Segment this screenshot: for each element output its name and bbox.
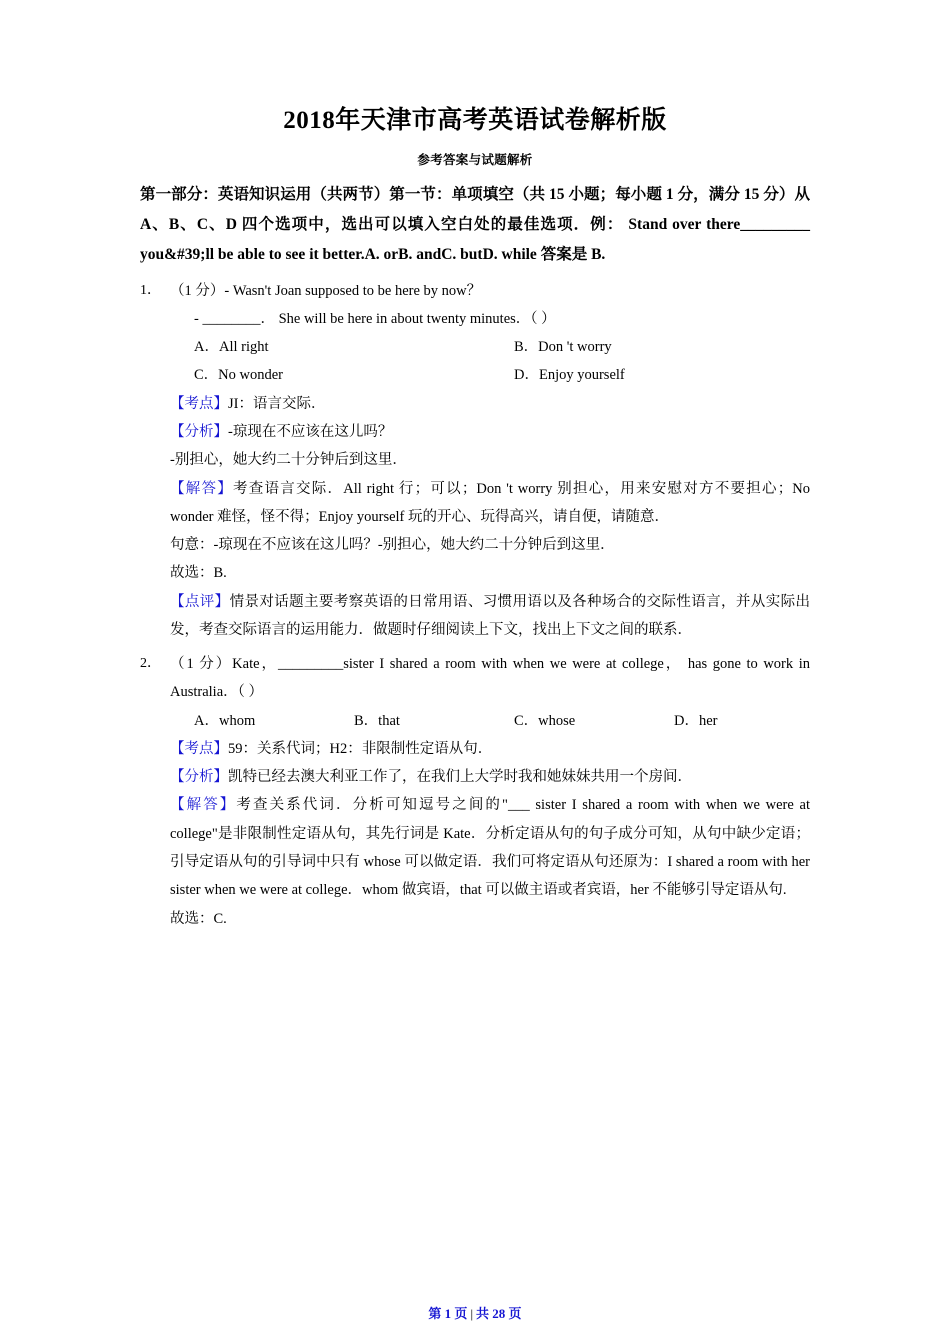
question-block <box>140 650 810 933</box>
question-block <box>140 277 810 644</box>
analysis-tag: 【考点】 <box>170 395 228 412</box>
option-a[interactable]: A．All right <box>194 339 269 356</box>
analysis-line <box>170 791 810 904</box>
footer-current-page: 第 1 页 <box>428 1306 468 1321</box>
analysis-text: 句意：‐琼现在不应该在这儿吗？‐别担心，她大约二十分钟后到这里． <box>170 537 615 554</box>
page-title: 2018年天津市高考英语试卷解析版 <box>283 107 667 134</box>
option-a[interactable]: A．whom <box>194 712 256 729</box>
analysis-text: 情景对话题主要考察英语的日常用语、习惯用语以及各种场合的交际性语言，并从实际出发，考查交际语言的运用能力．做题时仔细阅读上下文，找出上下文之间的联系． <box>170 593 811 638</box>
analysis-tag: 【点评】 <box>170 593 230 610</box>
option-d[interactable]: D．Enjoy yourself <box>514 367 625 384</box>
analysis-text: 考查语言交际．All right 行；可以；Don 't worry 别担心，用来安慰对方不要担心；No wonder 难怪，怪不得；Enjoy yourself 玩的开心、玩得高兴，请自便，请随意． <box>170 480 810 525</box>
analysis-line <box>170 763 810 791</box>
question-number: 2． <box>140 656 161 672</box>
question-body <box>170 650 810 933</box>
analysis-line <box>170 735 810 763</box>
analysis-text: 59：关系代词；H2：非限制性定语从句． <box>228 740 493 757</box>
analysis-text: 考查关系代词．分析可知逗号之间的"___ sister I shared a room with when we were at college"是非限制性定语从句，其先行词是 Kate．分析定语从句的句子成分可知，从句中缺少定语；引导定语从句的引导词中只有 whose 可以做定语．我们可将定语从句还原为：I shared a room with her sister when we were at college．whom 做宾语，that 可以做主语或者宾语，her 不能够引导定语从句. <box>170 797 811 899</box>
analysis-tag: 【分析】 <box>170 423 228 440</box>
question-number: 1． <box>140 282 161 298</box>
analysis-text: 凯特已经去澳大利亚工作了，在我们上大学时我和她妹妹共用一个房间． <box>228 769 692 786</box>
page-footer <box>0 1303 950 1322</box>
footer-total-pages: 共 28 页 <box>476 1306 522 1321</box>
analysis-text: 故选：B. <box>170 565 227 582</box>
option-b[interactable]: B．that <box>354 712 400 729</box>
option-d[interactable]: D．her <box>674 712 718 729</box>
analysis-line <box>170 446 810 474</box>
option-row <box>170 333 810 361</box>
question-stem-continued: ‐ ________． She will be here in about twenty minutes．（ ） <box>194 310 556 327</box>
analysis-line <box>170 531 810 559</box>
analysis-line <box>170 559 810 587</box>
question-stem: （1 分）Kate，_________sister I shared a room with when we were at college， has gone to work in Australia．（ ） <box>170 656 810 701</box>
option-c[interactable]: C．No wonder <box>194 367 284 384</box>
document-subtitle: 参考答案与试题解析 <box>417 153 533 167</box>
option-b[interactable]: B．Don 't worry <box>514 339 612 356</box>
analysis-tag: 【解答】 <box>170 480 233 497</box>
analysis-tag: 【分析】 <box>170 769 228 786</box>
analysis-tag: 【解答】 <box>170 797 237 814</box>
analysis-line <box>170 418 810 446</box>
question-body <box>170 277 810 644</box>
analysis-text: ‐琼现在不应该在这儿吗？ <box>228 423 393 440</box>
option-row <box>170 707 810 735</box>
analysis-text: JI：语言交际． <box>228 395 326 412</box>
analysis-line <box>170 588 810 645</box>
option-row <box>170 361 810 389</box>
analysis-text: 故选：C. <box>170 910 227 927</box>
analysis-line <box>170 475 810 532</box>
analysis-tag: 【考点】 <box>170 740 228 757</box>
analysis-text: ‐别担心，她大约二十分钟后到这里． <box>170 452 407 469</box>
footer-separator: | <box>470 1306 474 1321</box>
analysis-line <box>170 905 810 933</box>
option-c[interactable]: C．whose <box>514 712 576 729</box>
section-heading: 第一部分：英语知识运用（共两节）第一节：单项填空（共 15 小题；每小题 1 分，满分 15 分）从 A、B、C、D 四个选项中，选出可以填入空白处的最佳选项．例： Stand over there_________ you&#39;ll be able to see it better.A. orB. andC. butD. while 答案是 B. <box>140 186 810 264</box>
analysis-line <box>170 390 810 418</box>
question-stem: （1 分）‐ Wasn't Joan supposed to be here by now？ <box>170 282 482 299</box>
